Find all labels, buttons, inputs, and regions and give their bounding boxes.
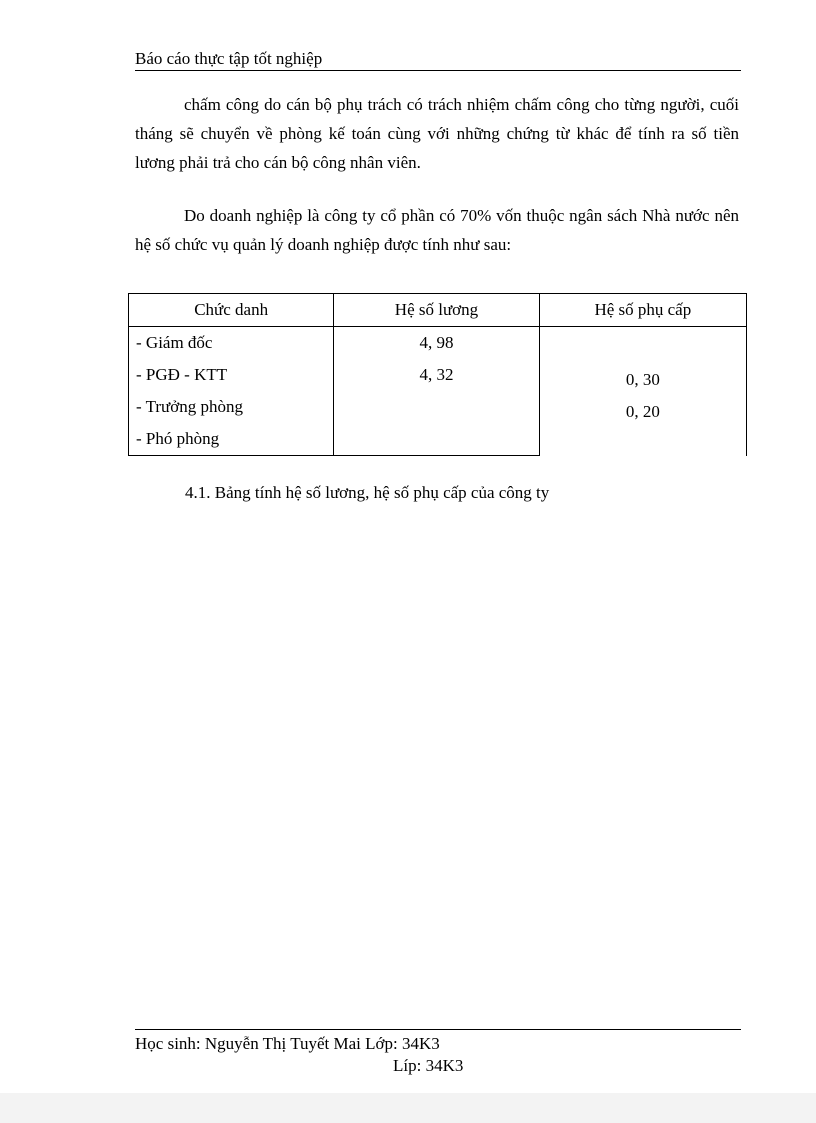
- header-divider: [135, 70, 741, 71]
- table-header-row: [129, 294, 747, 327]
- salary-coefficient-cell: [334, 391, 539, 423]
- footer-student-info: Học sinh: Nguyễn Thị Tuyết Mai Lớp: 34K3: [135, 1034, 440, 1053]
- salary-coefficient-cell: [334, 423, 539, 456]
- body-paragraph-1: chấm công do cán bộ phụ trách có trách nhiệm chấm công cho từng người, cuối tháng sẽ chuyển về phòng kế toán cùng với những chứng từ khác để tính ra số tiền lương phải trả cho cán bộ công nhân viên.: [135, 95, 739, 172]
- column-header-allowance: Hệ số phụ cấp: [539, 294, 746, 327]
- position-title-cell: - Phó phòng: [129, 423, 334, 456]
- position-title-cell: - Giám đốc: [129, 327, 334, 360]
- position-title-cell: - PGĐ - KTT: [129, 359, 334, 391]
- body-paragraph-2: Do doanh nghiệp là công ty cổ phần có 70% vốn thuộc ngân sách Nhà nước nên hệ số chức vụ quản lý doanh nghiệp được tính như sau:: [135, 206, 739, 254]
- column-header-salary: Hệ số lương: [334, 294, 539, 327]
- table-row: [129, 327, 747, 360]
- position-title-cell: - Trưởng phòng: [129, 391, 334, 423]
- column-header-title: Chức danh: [129, 294, 334, 327]
- allowance-coefficient-cell: [539, 327, 746, 456]
- allowance-value: 0, 20: [625, 402, 660, 422]
- footer-divider: [135, 1029, 741, 1030]
- salary-coefficient-table: [128, 293, 747, 456]
- footer-class-info: Líp: 34K3: [393, 1056, 464, 1075]
- salary-coefficient-cell: 4, 98: [334, 327, 539, 360]
- page-header-title: Báo cáo thực tập tốt nghiệp: [135, 49, 323, 68]
- allowance-value: 0, 30: [625, 370, 660, 390]
- page-bottom-edge: [0, 1093, 816, 1123]
- salary-coefficient-cell: 4, 32: [334, 359, 539, 391]
- table-caption: 4.1. Bảng tính hệ số lương, hệ số phụ cấp của công ty: [185, 483, 550, 502]
